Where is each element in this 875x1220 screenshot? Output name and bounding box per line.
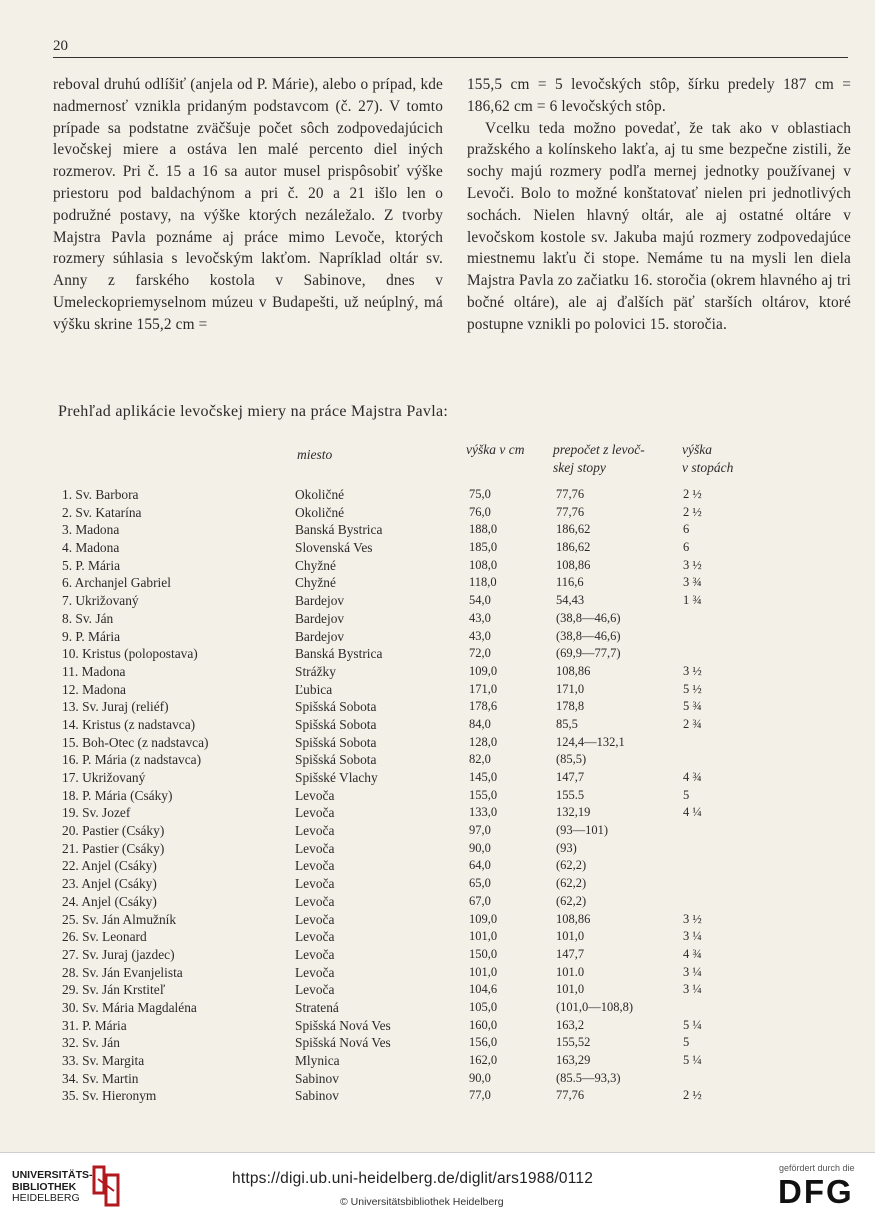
dfg-funding-label: gefördert durch die — [779, 1163, 855, 1173]
table-row — [0, 628, 875, 646]
library-name-line3: HEIDELBERG — [12, 1192, 80, 1204]
cell-name: 7. Ukrižovaný — [62, 593, 139, 609]
cell-height-cm: 185,0 — [469, 540, 498, 555]
cell-height-cm: 128,0 — [469, 734, 498, 749]
cell-place: Spišská Sobota — [295, 752, 377, 768]
cell-height-cm: 54,0 — [469, 593, 491, 608]
cell-place: Spišská Sobota — [295, 734, 377, 750]
cell-name: 6. Archanjel Gabriel — [62, 575, 171, 591]
cell-feet: 3 ¼ — [683, 964, 702, 979]
header-calc-line2: skej stopy — [553, 460, 606, 475]
cell-place: Chyžné — [295, 575, 336, 591]
cell-feet: 6 — [683, 540, 690, 555]
cell-name: 31. P. Mária — [62, 1017, 127, 1033]
cell-calc: (93) — [556, 840, 577, 855]
cell-name: 3. Madona — [62, 522, 120, 538]
table-row — [0, 857, 875, 875]
cell-height-cm: 77,0 — [469, 1088, 491, 1103]
cell-place: Levoča — [295, 893, 335, 909]
library-name-line1: UNIVERSITÄTS- — [12, 1169, 93, 1181]
cell-calc: 171,0 — [556, 681, 585, 696]
cell-name: 22. Anjel (Csáky) — [62, 858, 157, 874]
cell-place: Bardejov — [295, 628, 345, 644]
cell-name: 26. Sv. Leonard — [62, 929, 147, 945]
table-row — [0, 787, 875, 805]
cell-calc: 163,2 — [556, 1017, 585, 1032]
cell-feet: 5 ¾ — [683, 699, 702, 714]
footer-copyright: © Universitätsbibliothek Heidelberg — [340, 1196, 504, 1208]
cell-name: 5. P. Mária — [62, 557, 121, 573]
cell-calc: 108,86 — [556, 911, 591, 926]
cell-calc: 163,29 — [556, 1053, 591, 1067]
table-row — [0, 716, 875, 734]
cell-calc: 101,0 — [556, 929, 585, 944]
table-row — [0, 539, 875, 557]
cell-place: Okoličné — [295, 487, 345, 502]
cell-place: Spišská Sobota — [295, 699, 377, 715]
cell-name: 2. Sv. Katarína — [62, 504, 142, 520]
cell-calc: 85,5 — [556, 716, 578, 731]
table-row — [0, 504, 875, 522]
cell-place: Levoča — [295, 787, 335, 803]
cell-place: Strážky — [295, 663, 336, 679]
cell-name: 28. Sv. Ján Evanjelista — [62, 964, 183, 980]
library-name-line2: BIBLIOTHEK — [12, 1180, 77, 1193]
cell-name: 30. Sv. Mária Magdaléna — [62, 999, 197, 1015]
header-place: miesto — [297, 447, 333, 462]
cell-place: Slovenská Ves — [295, 540, 373, 556]
cell-place: Levoča — [295, 823, 335, 839]
cell-feet: 3 ¼ — [683, 929, 702, 944]
cell-feet: 5 ½ — [683, 681, 702, 696]
right-text-column — [467, 74, 851, 336]
cell-feet: 5 ¼ — [683, 1053, 702, 1067]
cell-calc: 186,62 — [556, 522, 591, 537]
cell-feet: 4 ¼ — [683, 805, 702, 820]
cell-height-cm: 101,0 — [469, 929, 498, 944]
cell-name: 35. Sv. Hieronym — [62, 1088, 157, 1104]
cell-name: 17. Ukrižovaný — [62, 770, 146, 785]
table-row — [0, 610, 875, 628]
cell-height-cm: 101,0 — [469, 964, 498, 979]
cell-height-cm: 150,0 — [469, 946, 498, 961]
cell-height-cm: 72,0 — [469, 646, 491, 661]
paragraph: Vcelku teda možno povedať, že tak ako v oblastiach pražského a kolínskeho lakťa, aj tu sme bezpečne zistili, že sochy majú rozmery podľa mernej jednotky používanej v Levoči. Bolo to možné konštatovať nielen pri jednotlivých sochách. Nielen hlavný oltár, ale aj ostatné oltáre v levočskom kostole sv. Jakuba majú rozmery zodpovedajúce miestnemu lakťu či stope. Nemáme tu na mysli len diela Majstra Pavla zo začiatku 16. storočia (okrem hlavného aj tri bočné oltáre), ale aj ďalších päť starších oltárov, ktoré postupne vznikli po polovici 15. storočia. — [467, 119, 851, 333]
cell-height-cm: 43,0 — [469, 628, 491, 643]
cell-calc: 178,8 — [556, 699, 585, 714]
cell-feet: 4 ¾ — [683, 946, 702, 961]
cell-calc: 101.0 — [556, 964, 585, 979]
cell-name: 13. Sv. Juraj (reliéf) — [62, 699, 169, 715]
cell-place: Okoličné — [295, 504, 345, 520]
cell-name: 16. P. Mária (z nadstavca) — [62, 752, 202, 768]
cell-calc: 147,7 — [556, 770, 585, 784]
cell-name: 19. Sv. Jozef — [62, 805, 131, 821]
cell-calc: (62,2) — [556, 858, 587, 873]
paragraph: 155,5 cm = 5 levočských stôp, šírku predely 187 cm = 186,62 cm = 6 levočských stôp. — [467, 76, 851, 115]
cell-calc: 101,0 — [556, 982, 585, 997]
cell-place: Bardejov — [295, 593, 345, 609]
cell-feet: 2 ½ — [683, 504, 702, 519]
cell-calc: (38,8—46,6) — [556, 610, 621, 625]
cell-name: 21. Pastier (Csáky) — [62, 840, 165, 856]
cell-name: 18. P. Mária (Csáky) — [62, 787, 173, 803]
cell-calc: 108,86 — [556, 663, 591, 678]
cell-place: Levoča — [295, 982, 335, 998]
cell-name: 27. Sv. Juraj (jazdec) — [62, 946, 175, 962]
table-row — [0, 557, 875, 575]
cell-place: Sabinov — [295, 1088, 339, 1104]
cell-place: Levoča — [295, 876, 335, 892]
table-row — [0, 964, 875, 982]
cell-calc: (62,2) — [556, 876, 587, 891]
cell-height-cm: 64,0 — [469, 858, 491, 873]
table-row — [0, 681, 875, 699]
header-feet — [682, 441, 733, 477]
cell-place: Levoča — [295, 929, 335, 945]
cell-place: Stratená — [295, 999, 339, 1015]
table-row — [0, 1052, 875, 1070]
cell-place: Mlynica — [295, 1053, 340, 1068]
cell-height-cm: 109,0 — [469, 911, 498, 926]
cell-height-cm: 43,0 — [469, 610, 491, 625]
cell-feet: 6 — [683, 522, 690, 537]
cell-height-cm: 84,0 — [469, 716, 491, 731]
header-feet-line2: v stopách — [682, 460, 734, 475]
table-row — [0, 521, 875, 539]
cell-name: 29. Sv. Ján Krstiteľ — [62, 982, 166, 998]
page-number: 20 — [53, 38, 68, 54]
cell-feet: 5 ¼ — [683, 1017, 702, 1032]
cell-name: 25. Sv. Ján Almužník — [62, 911, 177, 927]
table-row — [0, 645, 875, 663]
cell-height-cm: 75,0 — [469, 487, 491, 501]
cell-name: 4. Madona — [62, 540, 120, 556]
cell-calc: 132,19 — [556, 805, 591, 820]
header-calc — [553, 441, 645, 477]
cell-height-cm: 162,0 — [469, 1053, 498, 1067]
footer-url-link[interactable]: https://digi.ub.uni-heidelberg.de/diglit/ars1988/0112 — [232, 1170, 594, 1187]
cell-place: Levoča — [295, 911, 335, 927]
cell-place: Chyžné — [295, 557, 336, 573]
cell-name: 15. Boh-Otec (z nadstavca) — [62, 734, 209, 750]
table-row — [0, 893, 875, 911]
cell-feet: 2 ½ — [683, 487, 702, 501]
table-row — [0, 928, 875, 946]
cell-name: 23. Anjel (Csáky) — [62, 876, 157, 892]
table-row — [0, 592, 875, 610]
cell-height-cm: 65,0 — [469, 876, 491, 891]
cell-place: Levoča — [295, 946, 335, 962]
cell-calc: 186,62 — [556, 540, 591, 555]
cell-height-cm: 104,6 — [469, 982, 498, 997]
cell-name: 10. Kristus (polopostava) — [62, 646, 198, 662]
cell-calc: 108,86 — [556, 557, 591, 572]
cell-place: Spišské Vlachy — [295, 770, 378, 785]
cell-feet: 2 ¾ — [683, 716, 702, 731]
table-row — [0, 663, 875, 681]
cell-height-cm: 67,0 — [469, 893, 491, 908]
cell-feet: 3 ¾ — [683, 575, 702, 590]
header-height-cm: výška v cm — [466, 442, 525, 457]
cell-place: Sabinov — [295, 1070, 339, 1086]
cell-name: 11. Madona — [62, 663, 126, 679]
dfg-logo: DFG — [778, 1173, 854, 1210]
cell-calc: 147,7 — [556, 946, 585, 961]
cell-feet: 3 ½ — [683, 911, 702, 926]
cell-place: Spišská Nová Ves — [295, 1017, 391, 1033]
cell-height-cm: 109,0 — [469, 663, 498, 678]
cell-height-cm: 105,0 — [469, 999, 498, 1014]
table-row — [0, 822, 875, 840]
table-row — [0, 734, 875, 752]
cell-calc: 155.5 — [556, 787, 585, 802]
cell-name: 12. Madona — [62, 681, 126, 697]
table-intro: Prehľad aplikácie levočskej miery na práce Majstra Pavla: — [58, 403, 449, 420]
cell-calc: (62,2) — [556, 893, 587, 908]
cell-height-cm: 82,0 — [469, 752, 491, 767]
footer-bar — [0, 1152, 875, 1220]
table-row — [0, 1034, 875, 1052]
cell-feet: 3 ½ — [683, 663, 702, 678]
table-row — [0, 574, 875, 592]
cell-calc: 54,43 — [556, 593, 585, 608]
cell-calc: (93—101) — [556, 823, 609, 838]
cell-place: Ľubica — [295, 681, 333, 697]
cell-height-cm: 90,0 — [469, 1070, 491, 1085]
cell-place: Levoča — [295, 840, 335, 856]
cell-height-cm: 76,0 — [469, 504, 491, 519]
cell-calc: 155,52 — [556, 1035, 591, 1050]
cell-calc: 124,4—132,1 — [556, 734, 625, 749]
cell-height-cm: 188,0 — [469, 522, 498, 537]
cell-name: 32. Sv. Ján — [62, 1035, 120, 1051]
cell-height-cm: 145,0 — [469, 770, 498, 784]
cell-calc: (38,8—46,6) — [556, 628, 621, 643]
header-feet-line1: výška — [682, 442, 712, 457]
cell-height-cm: 108,0 — [469, 557, 498, 572]
cell-height-cm: 160,0 — [469, 1017, 498, 1032]
table-row — [0, 1017, 875, 1035]
cell-calc: (85.5—93,3) — [556, 1070, 621, 1085]
measurement-table — [0, 486, 875, 1105]
cell-place: Levoča — [295, 805, 335, 821]
table-row — [0, 804, 875, 822]
cell-name: 34. Sv. Martin — [62, 1070, 139, 1086]
library-logo-icon — [88, 1163, 122, 1209]
cell-place: Banská Bystrica — [295, 646, 383, 662]
cell-place: Levoča — [295, 964, 335, 980]
cell-calc: (85,5) — [556, 752, 587, 767]
cell-feet: 3 ¼ — [683, 982, 702, 997]
cell-calc: 77,76 — [556, 487, 585, 501]
cell-name: 20. Pastier (Csáky) — [62, 823, 165, 839]
cell-height-cm: 90,0 — [469, 840, 491, 855]
library-logo-text — [12, 1170, 93, 1205]
cell-height-cm: 155,0 — [469, 787, 498, 802]
header-calc-line1: prepočet z levoč- — [553, 442, 645, 457]
table-row — [0, 840, 875, 858]
cell-height-cm: 178,6 — [469, 699, 498, 714]
cell-feet: 3 ½ — [683, 557, 702, 572]
cell-name: 33. Sv. Margita — [62, 1053, 145, 1068]
cell-height-cm: 133,0 — [469, 805, 498, 820]
cell-place: Banská Bystrica — [295, 522, 383, 538]
cell-height-cm: 97,0 — [469, 823, 491, 838]
cell-feet: 2 ½ — [683, 1088, 702, 1103]
table-row — [0, 486, 875, 504]
cell-place: Bardejov — [295, 610, 345, 626]
paragraph: reboval druhú odlíšiť (anjela od P. Márie), alebo o prípad, kde nadmernosť vznikla pridaným podstavcom (č. 27). V tomto prípade sa podstatne zväčšuje počet sôch zodpovedajúcich levočskej miere a ostáva len malé percento diel iných rozmerov. Pri č. 15 a 16 sa autor musel prispôsobiť výške priestoru pod baldachýnom a pri č. 20 a 21 išlo len o podružné postavy, na výške ktorých nezáležalo. Z tvorby Majstra Pavla poznáme aj práce mimo Levoče, ktorých rozmery súhlasia s levočským lakťom. Napríklad oltár sv. Anny z farského kostola v Sabinove, dnes v Umeleckopriemyselnom múzeu v Budapešti, už neúplný, má výšku skrine 155,2 cm = — [53, 76, 443, 333]
cell-height-cm: 118,0 — [469, 575, 497, 590]
cell-feet: 5 — [683, 787, 690, 802]
cell-feet: 4 ¾ — [683, 770, 702, 784]
table-row — [0, 1087, 875, 1105]
cell-place: Spišská Sobota — [295, 716, 377, 732]
table-row — [0, 946, 875, 964]
cell-feet: 5 — [683, 1035, 690, 1050]
table-row — [0, 698, 875, 716]
table-row — [0, 875, 875, 893]
cell-calc: (101,0—108,8) — [556, 999, 634, 1014]
cell-name: 24. Anjel (Csáky) — [62, 893, 157, 909]
cell-name: 14. Kristus (z nadstavca) — [62, 716, 196, 732]
cell-height-cm: 156,0 — [469, 1035, 498, 1050]
cell-height-cm: 171,0 — [469, 681, 498, 696]
left-text-column — [53, 74, 443, 336]
table-row — [0, 981, 875, 999]
table-row — [0, 999, 875, 1017]
table-row — [0, 769, 875, 787]
cell-calc: 116,6 — [556, 575, 584, 590]
table-row — [0, 1070, 875, 1088]
cell-place: Levoča — [295, 858, 335, 874]
cell-feet: 1 ¾ — [683, 593, 702, 608]
cell-calc: 77,76 — [556, 1088, 585, 1103]
cell-name: 1. Sv. Barbora — [62, 487, 139, 502]
table-row — [0, 911, 875, 929]
top-rule — [53, 57, 848, 58]
cell-name: 9. P. Mária — [62, 628, 121, 644]
cell-place: Spišská Nová Ves — [295, 1035, 391, 1051]
cell-name: 8. Sv. Ján — [62, 610, 114, 626]
cell-calc: (69,9—77,7) — [556, 646, 621, 661]
table-row — [0, 751, 875, 769]
cell-calc: 77,76 — [556, 504, 585, 519]
